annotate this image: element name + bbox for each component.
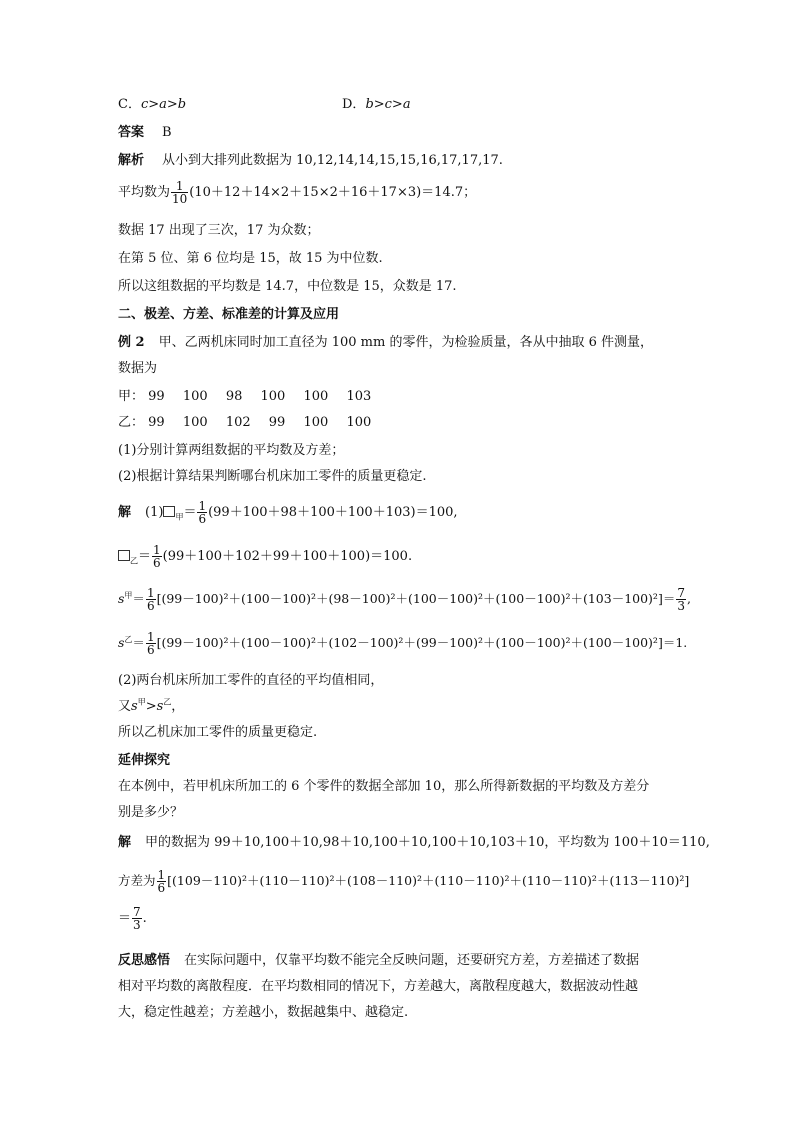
part-2-line: (2)两台机床所加工零件的直径的平均值相同， (118, 673, 384, 688)
fraction-den: 3 (133, 918, 141, 932)
mean-fraction-num: 1 (171, 180, 188, 193)
part-1-label: (1) (145, 505, 164, 520)
mean-prefix: 平均数为 (118, 185, 171, 200)
yi-data-row (118, 414, 371, 432)
s-symbol: s (118, 591, 125, 606)
yi-value: 100 (303, 415, 329, 430)
analysis-summary: 所以这组数据的平均数是 14.7，中位数是 15，众数是 17. (118, 279, 457, 294)
extension-result-fraction (132, 906, 142, 931)
reflection-label: 反思感悟 (118, 953, 171, 968)
variance-jia-result (676, 587, 686, 612)
option-c-label: C． (118, 97, 141, 112)
jia-data-row (118, 388, 371, 406)
median-line: 在第 5 位、第 6 位均是 15，故 15 为中位数. (118, 251, 383, 266)
example-label: 例 2 (118, 335, 145, 350)
fraction-num: 7 (677, 586, 685, 600)
example-text-2: 数据为 (118, 361, 158, 376)
extension-question-2: 别是多少？ (118, 805, 184, 820)
jia-value: 100 (303, 389, 329, 404)
option-d-label: D． (342, 97, 366, 112)
fraction-num: 1 (198, 499, 207, 513)
fraction-num: 7 (133, 905, 141, 919)
variance-jia-expression: [(99－100)²＋(100－100)²＋(98－100)²＋(100－100)²＋(100－100)²＋(103－100)²]＝ (156, 591, 676, 606)
answer-label: 答案 (118, 125, 145, 140)
fraction-den: 6 (146, 643, 155, 657)
reflection-line-3: 大，稳定性越差；方差越小，数据越集中、越稳定. (118, 1005, 409, 1020)
fraction-den: 3 (677, 599, 685, 613)
jia-value: 100 (260, 389, 286, 404)
one-sixth-fraction (157, 869, 167, 894)
mean-jia-line: 解 (1) $_甲$＝ $\frac{1}{6}$ (99＋100＋98＋100＋100＋103)＝100, (118, 499, 458, 526)
extension-variance-line (118, 868, 689, 894)
reflection-line-1 (118, 952, 639, 970)
mean-fraction (171, 180, 188, 205)
compare-line (118, 698, 184, 716)
variance-jia-line: $s^甲=$ $\frac{1}{6}$ [(99－100)²＋(100－100)²＋(98－100)²＋(100－100)²＋(100－100)²＋(103－100)²]＝ $\frac{7}{3}$ , (118, 586, 691, 613)
variance-prefix: 方差为 (118, 873, 156, 888)
one-sixth-fraction (197, 500, 207, 525)
extension-solution-label: 解 (118, 835, 132, 850)
question-2: (2)根据计算结果判断哪台机床加工零件的质量更稳定. (118, 469, 427, 484)
conclusion-line: 所以乙机床加工零件的质量更稳定. (118, 725, 318, 740)
option-d-text: b>c>a (365, 97, 411, 112)
extension-solution-text: 甲的数据为 99＋10,100＋10,98＋10,100＋10,100＋10,103＋10，平均数为 100＋10＝110, (145, 835, 710, 850)
s-yi-superscript: 乙 (163, 697, 172, 707)
fraction-den: 6 (153, 556, 161, 570)
fraction-den: 6 (146, 599, 155, 613)
punctuation: ， (171, 699, 185, 714)
equals-sign: ＝ (118, 911, 132, 926)
jia-value: 99 (148, 389, 165, 404)
answer-line (118, 124, 172, 142)
s-jia-superscript: 甲 (137, 697, 146, 707)
mean-expression: (10＋12＋14×2＋15×2＋16＋17×3)＝14.7； (189, 185, 477, 200)
mean-yi-line: $_乙$＝ $\frac{1}{6}$ (99＋100＋102＋99＋100＋100)＝100. (118, 544, 412, 570)
mean-yi-expression: (99＋100＋102＋99＋100＋100)＝100. (162, 549, 413, 564)
mean-fraction-den: 10 (172, 192, 188, 206)
s-symbol: s (118, 635, 125, 650)
analysis-sorted: 从小到大排列此数据为 10,12,14,14,15,15,16,17,17,17. (162, 153, 503, 168)
x-bar-symbol (163, 506, 175, 517)
s-jia-superscript: 甲 (124, 590, 133, 600)
yi-label: 乙： (118, 415, 145, 430)
fraction-num: 1 (146, 630, 155, 644)
extension-question-1: 在本例中，若甲机床所加工的 6 个零件的数据全部加 10，那么所得新数据的平均数及方差分 (118, 779, 650, 794)
solution-label: 解 (118, 505, 132, 520)
jia-label: 甲： (118, 389, 145, 404)
extension-heading: 延伸探究 (118, 753, 171, 768)
s-symbol: s (156, 699, 164, 714)
one-sixth-fraction (146, 631, 156, 656)
example-text-1: 甲、乙两机床同时加工直径为 100 mm 的零件，为检验质量，各从中抽取 6 件测量， (158, 335, 653, 350)
option-c (118, 96, 186, 114)
yi-value: 99 (268, 415, 286, 430)
reflection-line-2: 相对平均数的离散程度．在平均数相同的情况下，方差越大，离散程度越大，数据波动性越 (118, 979, 639, 994)
yi-value: 100 (346, 415, 372, 430)
yi-value: 102 (225, 415, 251, 430)
greater-than: > (145, 699, 157, 714)
variance-yi-expression: [(99－100)²＋(100－100)²＋(102－100)²＋(99－100)²＋(100－100)²＋(100－100)²]＝1. (156, 635, 688, 650)
analysis-label: 解析 (118, 153, 145, 168)
variance-yi-line: $s^乙=$ $\frac{1}{6}$ [(99－100)²＋(100－100)²＋(102－100)²＋(99－100)²＋(100－100)²＋(100－100)²]＝1. (118, 630, 688, 657)
option-c-text: c>a>b (140, 97, 187, 112)
analysis-sorted-line (118, 152, 503, 170)
s-symbol: s (131, 699, 138, 714)
question-1: (1)分别计算两组数据的平均数及方差； (118, 443, 345, 458)
x-jia-subscript: 甲 (175, 512, 184, 522)
jia-value: 100 (182, 389, 208, 404)
fraction-num: 1 (153, 543, 161, 557)
x-yi-subscript: 乙 (130, 556, 138, 566)
answer-value: B (162, 125, 172, 140)
jia-value: 103 (346, 389, 372, 404)
extension-variance-expression: [(109－110)²＋(110－110)²＋(108－110)²＋(110－110)²＋(110－110)²＋(113－110)²] (167, 873, 690, 888)
mean-jia-expression: (99＋100＋98＋100＋100＋103)＝100, (208, 505, 458, 520)
also-text: 又 (118, 699, 132, 714)
section-heading: 二、极差、方差、标准差的计算及应用 (118, 307, 340, 322)
fraction-num: 1 (146, 586, 155, 600)
extension-variance-result (118, 906, 147, 932)
option-d (342, 96, 411, 114)
punctuation: , (686, 591, 691, 606)
jia-value: 98 (225, 389, 243, 404)
example-line-1 (118, 334, 653, 352)
fraction-den: 6 (198, 512, 207, 526)
analysis-mean-line (118, 180, 476, 206)
one-sixth-fraction (152, 544, 162, 569)
fraction-den: 6 (157, 881, 166, 895)
reflection-text-1: 在实际问题中，仅靠平均数不能完全反映问题，还要研究方差，方差描述了数据 (184, 953, 640, 968)
punctuation: . (142, 911, 147, 926)
yi-value: 99 (148, 415, 165, 430)
s-yi-superscript: 乙 (124, 634, 133, 644)
yi-value: 100 (182, 415, 208, 430)
mode-line: 数据 17 出现了三次，17 为众数； (118, 223, 320, 238)
extension-solution-1 (118, 834, 710, 852)
fraction-num: 1 (157, 868, 166, 882)
one-sixth-fraction (146, 587, 156, 612)
x-bar-symbol (118, 550, 130, 561)
